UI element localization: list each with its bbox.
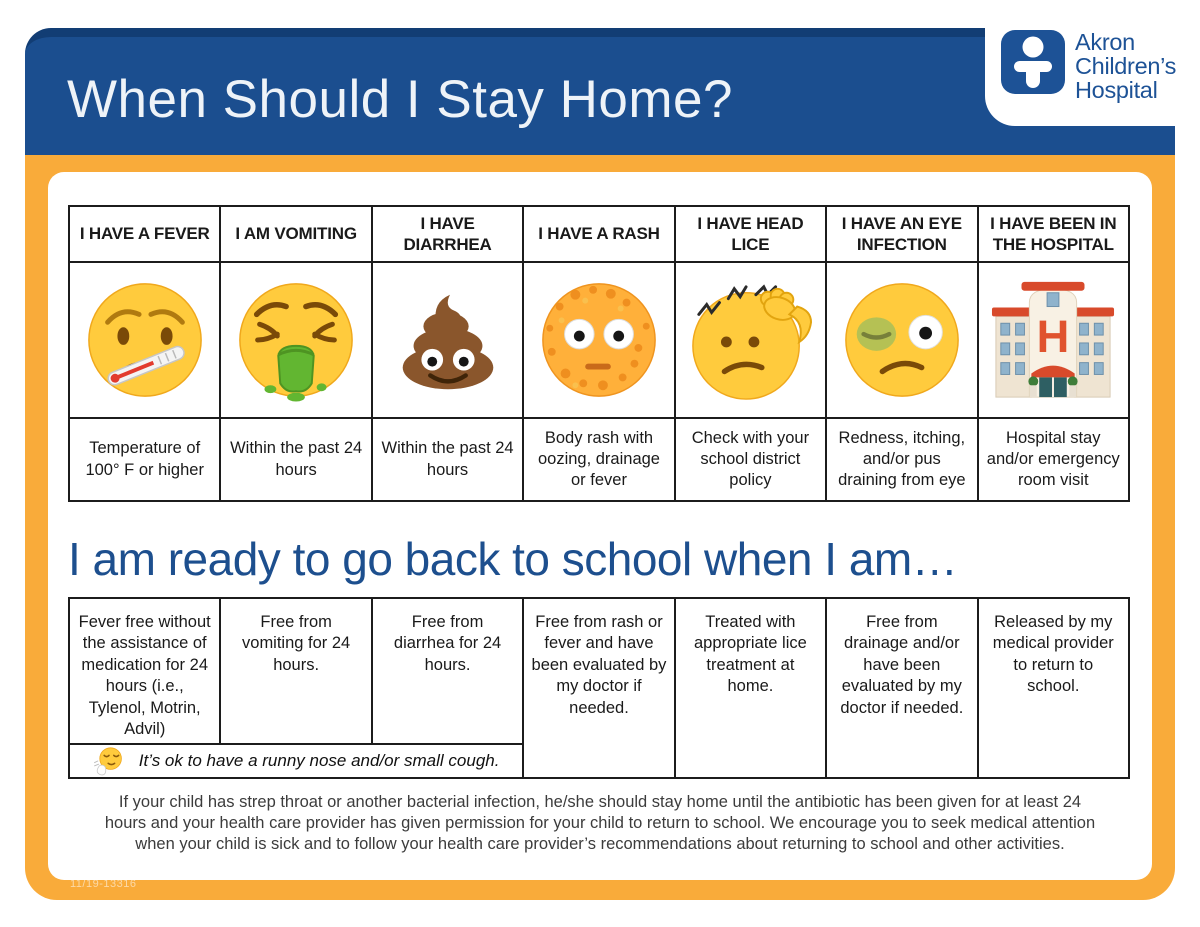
akron-childrens-logo-icon (1001, 30, 1065, 99)
desc-fever: Temperature of 100° F or higher (69, 418, 220, 501)
symptom-header-row (69, 206, 1129, 262)
page-title: When Should I Stay Home? (67, 70, 734, 129)
logo-line-2: Children’s (1075, 53, 1177, 79)
poop-emoji-icon (385, 277, 511, 403)
return-fever: Fever free without the assistance of medication for 24 hours (i.e., Tylenol, Motrin, Advil) (69, 598, 220, 744)
desc-vomiting: Within the past 24 hours (220, 418, 371, 501)
logo-line-3: Hospital (1075, 77, 1158, 103)
ready-heading: I am ready to go back to school when I am… (68, 533, 958, 585)
hospital-emoji-icon (988, 277, 1118, 403)
document-code: 11/19-13316 (70, 878, 137, 890)
desc-head-lice: Check with your school district policy (675, 418, 826, 501)
rash-face-emoji-icon (536, 277, 662, 403)
runny-nose-note-text: It’s ok to have a runny nose and/or small cough. (138, 750, 500, 770)
header-vomiting: I AM VOMITING (220, 206, 371, 262)
hospital-logo (985, 0, 1200, 126)
return-head-lice: Treated with appropriate lice treatment at home. (675, 598, 826, 778)
return-diarrhea: Free from diarrhea for 24 hours. (372, 598, 523, 744)
desc-eye-infection: Redness, itching, and/or pus draining from eye (826, 418, 977, 501)
header-head-lice: I HAVE HEAD LICE (675, 206, 826, 262)
return-vomiting: Free from vomiting for 24 hours. (220, 598, 371, 744)
desc-hospital: Hospital stay and/or emergency room visit (978, 418, 1129, 501)
desc-rash: Body rash with oozing, drainage or fever (523, 418, 674, 501)
return-rash: Free from rash or fever and have been evaluated by my doctor if needed. (523, 598, 674, 778)
return-eye-infection: Free from drainage and/or have been evaluated by my doctor if needed. (826, 598, 977, 778)
header-diarrhea: I HAVE DIARRHEA (372, 206, 523, 262)
symptom-desc-row (69, 418, 1129, 501)
sneezing-face-emoji-icon (93, 745, 125, 777)
return-hospital: Released by my medical provider to return to school. (978, 598, 1129, 778)
desc-diarrhea: Within the past 24 hours (372, 418, 523, 501)
symptom-emoji-row (69, 262, 1129, 418)
runny-nose-note (74, 745, 518, 777)
symptom-table (68, 205, 1130, 502)
header-hospital: I HAVE BEEN IN THE HOSPITAL (978, 206, 1129, 262)
header-eye-infection: I HAVE AN EYE INFECTION (826, 206, 977, 262)
logo-line-1: Akron (1075, 29, 1135, 55)
return-row (69, 598, 1129, 744)
return-table (68, 597, 1130, 779)
fever-face-emoji-icon (82, 277, 208, 403)
header-rash: I HAVE A RASH (523, 206, 674, 262)
strep-throat-footnote: If your child has strep throat or another bacterial infection, he/she should stay home until the antibiotic has been given for at least 24 hours and your health care provider has given permission for your child to return to school. We encourage you to seek medical attention when your child is sick and to follow your health care provider’s recommendations about returning to school and other activities. (104, 793, 1096, 853)
vomiting-face-emoji-icon (233, 277, 359, 403)
svg-text:H: H (1036, 310, 1070, 362)
content-sheet (48, 172, 1152, 880)
head-lice-face-emoji-icon (687, 277, 813, 403)
eye-infection-face-emoji-icon (839, 277, 965, 403)
hospital-logo-text (1075, 30, 1176, 102)
orange-frame (25, 155, 1175, 900)
header-fever: I HAVE A FEVER (69, 206, 220, 262)
